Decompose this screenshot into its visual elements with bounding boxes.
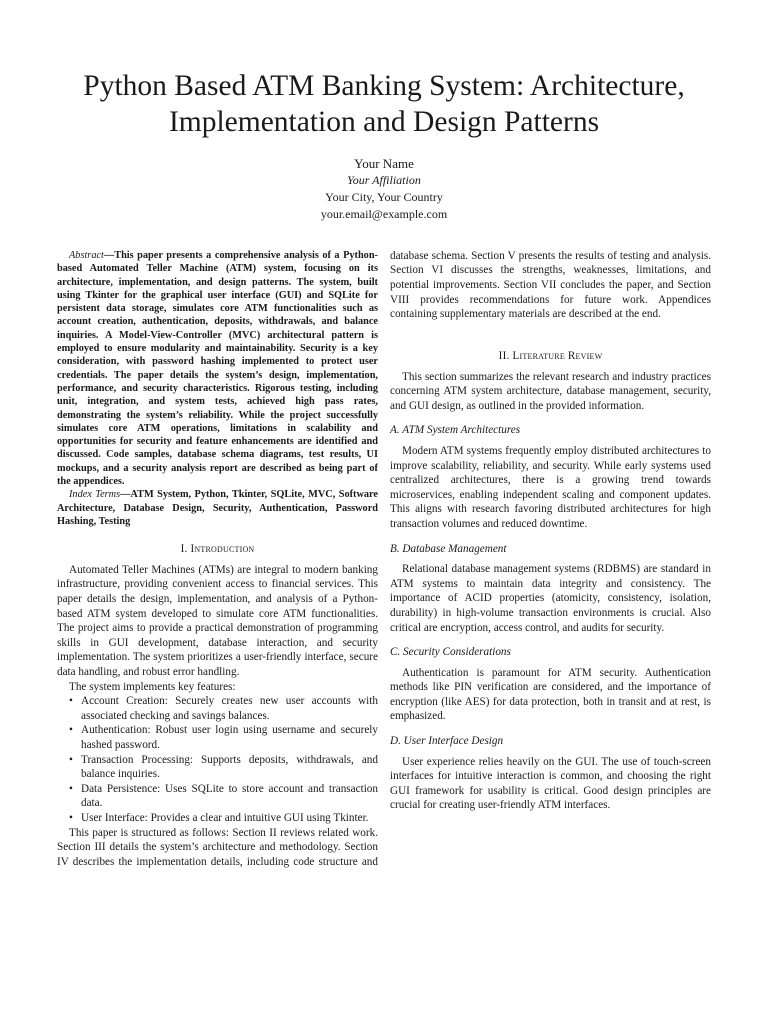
lit-paragraph-atm-architectures: Modern ATM systems frequently employ distributed architectures to improve scalability, reliability, and security. While early systems used centralized architectures, there is a growing trend towards microservices, enabling independent scaling and component updates. This aligns with research favoring distributed architectures for high transaction volumes and reduced downtime. [390,444,711,530]
section-heading-introduction: I. Introduction [180,543,255,556]
intro-paragraph-2: The system implements key features: [69,680,236,693]
author-block [184,155,584,223]
abstract-text: —This paper presents a comprehensive analysis of a Python-based Automated Teller Machine (ATM) system, focusing on its architecture, implementation, and design patterns. The system, built using Tkinter for the graphical user interface (GUI) and SQLite for persistent data storage, simulates core ATM functionalities such as account creation, authentication, deposits, withdrawals, and balance inquiries. A Model-View-Controller (MVC) architectural pattern is employed to ensure modularity and maintainability. Security is a key consideration, with password hashing implemented to protect user credentials. The paper details the system’s design, implementation, performance, and security characteristics. Rigorous testing, including unit, integration, and system tests, achieved high pass rates, demonstrating the system’s reliability. While the project successfully simulates core ATM operations, limitations in scalability and opportunities for security and feature enhancements are identified and discussed. Code samples, database schema diagrams, test results, UI mockups, and a security analysis report are described as being part of the appendices. [57,250,378,488]
subsection-heading-atm-architectures: A. ATM System Architectures [390,424,521,437]
lit-paragraph-1: This section summarizes the relevant research and industry practices concerning ATM system architecture, database management, security, and GUI design, as outlined in the provided information. [390,370,711,412]
subsection-heading-security: C. Security Considerations [390,646,511,659]
index-terms-label: Index Terms [69,489,121,501]
section-heading-literature-review: II. Literature Review [498,350,603,362]
intro-paragraph-3-continued [390,249,711,337]
abstract [57,249,378,488]
feature-item: • User Interface: Provides a clear and intuitive GUI using Tkinter. [71,811,378,826]
lit-paragraph-ui-design: User experience relies heavily on the GUI. The use of touch-screen interfaces for intuitive interaction is common, and choosing the right GUI framework for usability is critical. Good design principles are crucial for creating user-friendly ATM interfaces. [390,755,711,812]
author-location: Your City, Your Country [325,190,443,204]
index-terms-text: —ATM System, Python, Tkinter, SQLite, MVC, Software Architecture, Database Design, Security, Authentication, Password Hashing, Testing [57,489,378,527]
index-terms [57,488,378,528]
feature-item: • Data Persistence: Uses SQLite to store account and transaction data. [71,782,378,811]
intro-paragraph-3-text: database schema. Section V presents the results of testing and analysis. Section VI discusses the strengths, weaknesses, limitations, and potential improvements. Section VII concludes the paper, and Section VIII provides recommendations for future work. Appendices containing supplementary materials are described at the end. [390,249,711,321]
feature-item: • Transaction Processing: Supports deposits, withdrawals, and balance inquiries. [71,753,378,782]
abstract-label: Abstract [69,250,104,261]
author-email: your.email@example.com [320,207,448,221]
intro-paragraph-1: Automated Teller Machines (ATMs) are integral to modern banking infrastructure, providing convenient access to financial services. This paper details the design, implementation, and analysis of a Python-based ATM system developed to simulate core ATM functionalities. The project aims to provide a practical demonstration of programming skills in GUI development, database interaction, and security implementation. The system prioritizes a user-friendly interface, secure data handling, and robust error handling. [57,563,378,678]
author-affiliation: Your Affiliation [347,173,421,187]
lit-paragraph-database-management: Relational database management systems (RDBMS) are standard in ATM systems to maintain data integrity and consistency. The importance of ACID properties (atomicity, consistency, isolation, durability) in high-volume transaction environments is crucial. Also critical are encryption, access control, and audits for security. [390,563,711,634]
feature-item: • Account Creation: Securely creates new user accounts with associated checking and savings balances. [71,694,378,723]
right-column [390,249,711,813]
subsection-heading-database-management: B. Database Management [390,542,507,555]
paper-title: Python Based ATM Banking System: Architecture, Implementation and Design Patterns [83,70,685,138]
author-name: Your Name [354,156,414,171]
feature-item: • Authentication: Robust user login using username and securely hashed password. [71,723,378,752]
intro-paragraph-3: This paper is structured as follows: Section II reviews related work. Section III details the system’s architecture and methodology. Section IV describes the implementation details, including code structure and [57,826,378,868]
left-column [57,249,378,870]
lit-paragraph-security: Authentication is paramount for ATM security. Authentication methods like PIN verification are considered, and the importance of encryption (like AES) for data protection, both in transit and at rest, is emphasized. [390,666,711,723]
subsection-heading-ui-design: D. User Interface Design [390,735,504,748]
feature-list [57,694,378,825]
